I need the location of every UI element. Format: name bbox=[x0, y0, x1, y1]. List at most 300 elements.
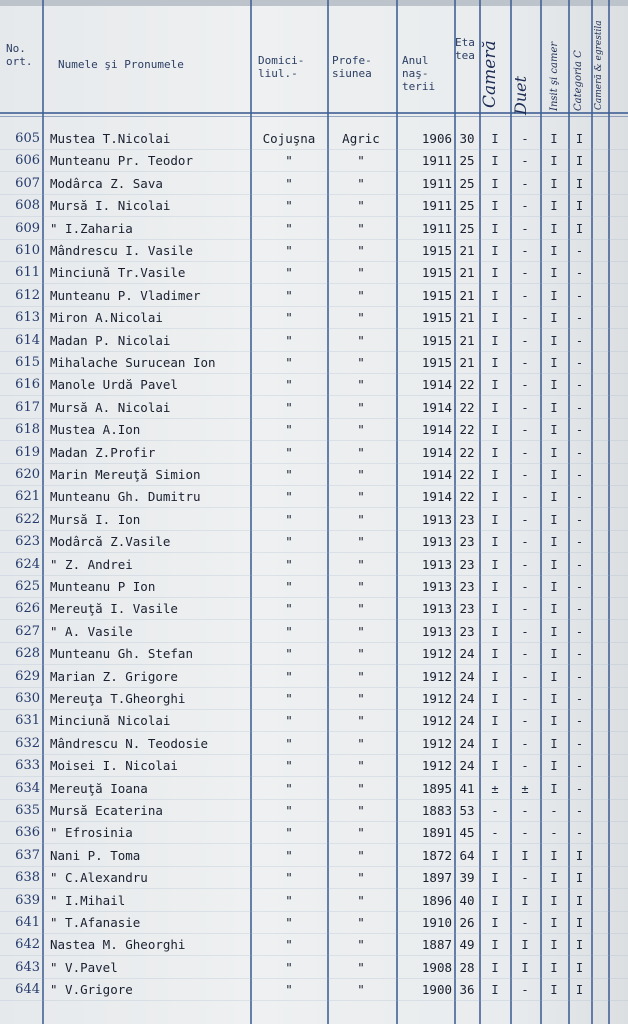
row-mark-camera: I bbox=[491, 445, 499, 460]
row-name: Mustea A.Ion bbox=[50, 422, 141, 438]
row-mark-c3: I bbox=[550, 916, 558, 930]
row-mark-c3: I bbox=[550, 356, 558, 370]
row-number: 618 bbox=[15, 422, 40, 438]
row-etatea: 22 bbox=[459, 444, 475, 460]
row-domiciliu: " bbox=[285, 534, 293, 550]
row-etatea: 25 bbox=[459, 153, 475, 169]
row-domiciliu: " bbox=[285, 556, 293, 572]
row-profesiunea: " bbox=[357, 489, 365, 505]
row-number: 632 bbox=[15, 735, 40, 751]
row-domiciliu: " bbox=[285, 198, 293, 214]
table-row bbox=[0, 934, 628, 956]
row-number: 625 bbox=[15, 579, 40, 594]
row-mark-c3: I bbox=[550, 960, 558, 975]
row-mark-duet: - bbox=[521, 714, 529, 729]
row-mark-duet: - bbox=[521, 580, 529, 594]
row-etatea: 23 bbox=[459, 511, 475, 527]
row-profesiunea: " bbox=[357, 355, 365, 370]
row-profesiunea: " bbox=[357, 646, 365, 662]
table-row bbox=[0, 890, 628, 912]
row-mark-c5 bbox=[592, 576, 608, 598]
row-mark-c3: I bbox=[550, 288, 558, 303]
row-mark-camera: I bbox=[491, 378, 499, 393]
row-mark-c4: I bbox=[575, 221, 584, 236]
row-anul: 1911 bbox=[421, 153, 452, 169]
row-number: 638 bbox=[15, 870, 40, 886]
row-mark-c5 bbox=[592, 173, 608, 195]
row-mark-camera: I bbox=[491, 512, 499, 527]
row-mark-c3: I bbox=[550, 199, 558, 214]
row-profesiunea: " bbox=[357, 467, 365, 482]
row-mark-c3: I bbox=[550, 893, 558, 908]
row-mark-c3: I bbox=[550, 378, 558, 393]
row-mark-c5 bbox=[592, 531, 608, 553]
row-domiciliu: " bbox=[285, 220, 293, 236]
row-mark-camera: I bbox=[491, 759, 499, 774]
table-row bbox=[0, 285, 628, 307]
row-etatea: 21 bbox=[459, 265, 475, 281]
row-name: " Efrosinia bbox=[50, 825, 133, 841]
row-mark-c4: - bbox=[575, 624, 584, 639]
header-camera: Cameră bbox=[480, 40, 500, 108]
row-number: 614 bbox=[15, 332, 40, 348]
row-mark-c3: I bbox=[550, 669, 558, 684]
row-mark-c4: I bbox=[575, 938, 584, 953]
row-mark-c5 bbox=[592, 912, 608, 934]
row-anul: 1913 bbox=[421, 511, 452, 527]
row-mark-c5 bbox=[592, 778, 608, 800]
row-profesiunea: Agric bbox=[342, 131, 380, 146]
table-row bbox=[0, 822, 628, 844]
row-mark-c5 bbox=[592, 352, 608, 374]
row-name: Madan Z.Profir bbox=[50, 444, 156, 460]
row-mark-c5 bbox=[592, 666, 608, 688]
row-domiciliu: Cojuşna bbox=[262, 131, 316, 146]
row-anul: 1915 bbox=[421, 287, 452, 303]
row-etatea: 36 bbox=[459, 982, 475, 998]
table-row bbox=[0, 643, 628, 665]
row-mark-camera: I bbox=[491, 736, 499, 751]
row-profesiunea: " bbox=[357, 399, 365, 415]
row-profesiunea: " bbox=[357, 825, 365, 841]
row-domiciliu: " bbox=[285, 623, 293, 639]
row-profesiunea: " bbox=[357, 332, 365, 348]
row-mark-c4: - bbox=[575, 826, 584, 841]
row-domiciliu: " bbox=[285, 892, 293, 908]
row-name: Modârcă Z.Vasile bbox=[50, 534, 171, 550]
row-domiciliu: " bbox=[285, 444, 293, 460]
row-mark-duet: - bbox=[521, 535, 529, 550]
table-row bbox=[0, 710, 628, 732]
row-mark-c5 bbox=[592, 733, 608, 755]
row-mark-camera: I bbox=[491, 871, 499, 886]
row-mark-camera: I bbox=[491, 535, 499, 550]
row-mark-duet: - bbox=[521, 199, 529, 214]
row-number: 629 bbox=[15, 668, 40, 684]
row-mark-camera: I bbox=[491, 669, 499, 684]
row-number: 636 bbox=[15, 825, 40, 841]
table-row bbox=[0, 486, 628, 508]
row-mark-duet: - bbox=[521, 378, 529, 393]
row-mark-c5 bbox=[592, 262, 608, 284]
row-mark-camera: I bbox=[491, 848, 499, 863]
row-number: 621 bbox=[15, 489, 40, 505]
row-number: 620 bbox=[15, 467, 40, 482]
row-anul: 1910 bbox=[421, 915, 452, 930]
row-domiciliu: " bbox=[285, 265, 293, 281]
row-mark-c5 bbox=[592, 397, 608, 419]
row-name: Marian Z. Grigore bbox=[50, 668, 178, 684]
row-profesiunea: " bbox=[357, 579, 365, 594]
table-row bbox=[0, 509, 628, 531]
row-anul: 1896 bbox=[421, 892, 452, 908]
row-etatea: 22 bbox=[459, 399, 475, 415]
row-mark-duet: - bbox=[521, 647, 529, 662]
table-row bbox=[0, 128, 628, 150]
row-mark-c5 bbox=[592, 867, 608, 889]
row-mark-camera: I bbox=[491, 199, 499, 214]
row-mark-c5 bbox=[592, 598, 608, 620]
table-row bbox=[0, 150, 628, 172]
row-etatea: 24 bbox=[459, 758, 475, 774]
row-mark-c5 bbox=[592, 755, 608, 777]
row-anul: 1912 bbox=[421, 691, 452, 706]
header-nume: Numele şi Pronumele bbox=[58, 58, 184, 71]
row-number: 607 bbox=[15, 175, 40, 191]
row-name: Moisei I. Nicolai bbox=[50, 758, 178, 774]
table-row bbox=[0, 800, 628, 822]
row-mark-c5 bbox=[592, 307, 608, 329]
row-domiciliu: " bbox=[285, 713, 293, 729]
row-name: Mustea T.Nicolai bbox=[50, 131, 171, 146]
row-mark-camera: I bbox=[491, 692, 499, 706]
row-mark-duet: - bbox=[521, 692, 529, 706]
row-mark-duet: - bbox=[521, 468, 529, 482]
row-number: 637 bbox=[15, 847, 40, 863]
row-etatea: 23 bbox=[459, 623, 475, 639]
table-row bbox=[0, 531, 628, 553]
row-number: 623 bbox=[15, 534, 40, 550]
row-mark-duet: I bbox=[521, 848, 529, 863]
row-domiciliu: " bbox=[285, 355, 293, 370]
row-mark-c3: I bbox=[550, 848, 558, 863]
table-row bbox=[0, 262, 628, 284]
row-mark-duet: - bbox=[521, 602, 529, 617]
row-number: 626 bbox=[15, 601, 40, 617]
row-profesiunea: " bbox=[357, 243, 365, 258]
row-mark-c4: I bbox=[575, 199, 584, 214]
row-name: " Z. Andrei bbox=[50, 556, 133, 572]
row-mark-camera: I bbox=[491, 288, 499, 303]
row-name: Mursă A. Nicolai bbox=[50, 399, 171, 415]
row-number: 609 bbox=[15, 220, 40, 236]
row-mark-camera: I bbox=[491, 893, 499, 908]
row-mark-c4: - bbox=[575, 714, 584, 729]
row-mark-camera: I bbox=[491, 311, 499, 326]
row-mark-duet: I bbox=[521, 960, 529, 975]
row-name: Marin Mereuţă Simion bbox=[50, 467, 201, 482]
row-domiciliu: " bbox=[285, 377, 293, 393]
row-profesiunea: " bbox=[357, 534, 365, 550]
row-name: " I.Mihail bbox=[50, 892, 126, 908]
row-number: 608 bbox=[15, 198, 40, 214]
row-mark-camera: I bbox=[491, 960, 499, 975]
row-mark-camera: I bbox=[491, 983, 499, 998]
row-profesiunea: " bbox=[357, 780, 365, 796]
row-mark-camera: I bbox=[491, 490, 499, 505]
row-domiciliu: " bbox=[285, 780, 293, 796]
row-mark-c5 bbox=[592, 688, 608, 710]
row-mark-c4: I bbox=[575, 132, 584, 146]
row-profesiunea: " bbox=[357, 691, 365, 706]
row-mark-c4: - bbox=[575, 244, 584, 258]
row-mark-camera: - bbox=[491, 826, 499, 841]
row-domiciliu: " bbox=[285, 959, 293, 975]
row-mark-camera: I bbox=[491, 244, 499, 258]
row-anul: 1913 bbox=[421, 601, 452, 617]
row-mark-c5 bbox=[592, 419, 608, 441]
row-anul: 1912 bbox=[421, 646, 452, 662]
table-row bbox=[0, 330, 628, 352]
row-anul: 1891 bbox=[421, 825, 452, 841]
table-row bbox=[0, 576, 628, 598]
row-name: Munteanu Pr. Teodor bbox=[50, 153, 193, 169]
row-mark-c3: I bbox=[550, 736, 558, 751]
row-etatea: 28 bbox=[459, 959, 475, 975]
row-name: Madan P. Nicolai bbox=[50, 332, 171, 348]
row-mark-c3: I bbox=[550, 938, 558, 953]
row-profesiunea: " bbox=[357, 735, 365, 751]
row-mark-c4: I bbox=[575, 176, 584, 191]
row-mark-c3: I bbox=[550, 781, 558, 796]
row-mark-camera: I bbox=[491, 602, 499, 617]
row-etatea: 21 bbox=[459, 355, 475, 370]
row-domiciliu: " bbox=[285, 803, 293, 818]
row-mark-duet: - bbox=[521, 400, 529, 415]
row-name: " V.Pavel bbox=[50, 959, 118, 975]
row-mark-duet: - bbox=[521, 490, 529, 505]
row-mark-camera: I bbox=[491, 938, 499, 953]
row-mark-duet: - bbox=[521, 244, 529, 258]
row-profesiunea: " bbox=[357, 175, 365, 191]
row-mark-camera: I bbox=[491, 221, 499, 236]
row-name: Modârca Z. Sava bbox=[50, 175, 163, 191]
row-domiciliu: " bbox=[285, 982, 293, 998]
row-mark-duet: - bbox=[521, 266, 529, 281]
row-mark-camera: I bbox=[491, 916, 499, 930]
row-anul: 1914 bbox=[421, 399, 452, 415]
row-anul: 1895 bbox=[421, 780, 452, 796]
table-row bbox=[0, 307, 628, 329]
row-mark-camera: I bbox=[491, 423, 499, 438]
row-etatea: 24 bbox=[459, 691, 475, 706]
row-domiciliu: " bbox=[285, 287, 293, 303]
row-etatea: 26 bbox=[459, 915, 475, 930]
row-mark-c4: - bbox=[575, 468, 584, 482]
row-mark-c4: - bbox=[575, 669, 584, 684]
row-number: 615 bbox=[15, 355, 40, 370]
row-name: Mereuţa T.Gheorghi bbox=[50, 691, 186, 706]
row-mark-c5 bbox=[592, 890, 608, 912]
header-domiciliu: Domici- liul.- bbox=[258, 54, 305, 80]
row-mark-c3: I bbox=[550, 714, 558, 729]
table-row bbox=[0, 845, 628, 867]
row-name: " V.Grigore bbox=[50, 982, 133, 998]
table-row bbox=[0, 912, 628, 934]
row-mark-duet: - bbox=[521, 333, 529, 348]
row-mark-c5 bbox=[592, 509, 608, 531]
row-domiciliu: " bbox=[285, 735, 293, 751]
row-domiciliu: " bbox=[285, 601, 293, 617]
row-number: 611 bbox=[15, 265, 40, 281]
row-anul: 1911 bbox=[421, 198, 452, 214]
row-mark-c3: I bbox=[550, 333, 558, 348]
row-name: Mursă Ecaterina bbox=[50, 803, 163, 818]
row-etatea: 30 bbox=[459, 131, 475, 146]
row-etatea: 53 bbox=[459, 803, 475, 818]
table-row bbox=[0, 195, 628, 217]
row-mark-c5 bbox=[592, 464, 608, 486]
row-anul: 1914 bbox=[421, 489, 452, 505]
row-number: 644 bbox=[15, 982, 40, 998]
table-row bbox=[0, 755, 628, 777]
row-number: 624 bbox=[15, 556, 40, 572]
row-mark-c4: - bbox=[575, 804, 584, 818]
row-mark-c3: I bbox=[550, 423, 558, 438]
table-row bbox=[0, 979, 628, 1001]
row-anul: 1913 bbox=[421, 579, 452, 594]
row-mark-c4: - bbox=[575, 400, 584, 415]
row-mark-c4: - bbox=[575, 557, 584, 572]
row-number: 630 bbox=[15, 691, 40, 706]
row-mark-duet: - bbox=[521, 916, 529, 930]
table-row bbox=[0, 598, 628, 620]
header-c3: Insit şi camer bbox=[549, 41, 560, 111]
row-mark-c3: I bbox=[550, 624, 558, 639]
row-profesiunea: " bbox=[357, 422, 365, 438]
row-mark-c3: I bbox=[550, 602, 558, 617]
row-mark-camera: I bbox=[491, 176, 499, 191]
row-mark-c5 bbox=[592, 486, 608, 508]
row-domiciliu: " bbox=[285, 691, 293, 706]
row-anul: 1915 bbox=[421, 265, 452, 281]
row-etatea: 49 bbox=[459, 937, 475, 953]
row-mark-c5 bbox=[592, 934, 608, 956]
table-row bbox=[0, 352, 628, 374]
row-mark-c5 bbox=[592, 374, 608, 396]
row-etatea: 24 bbox=[459, 646, 475, 662]
header-anul: Anul naş- terii bbox=[402, 54, 436, 93]
table-row bbox=[0, 867, 628, 889]
header-c5: Cameră & egrestila bbox=[594, 20, 604, 110]
table-row bbox=[0, 666, 628, 688]
row-mark-c3: I bbox=[550, 468, 558, 482]
row-etatea: 25 bbox=[459, 198, 475, 214]
row-name: Mândrescu N. Teodosie bbox=[50, 735, 209, 751]
row-domiciliu: " bbox=[285, 399, 293, 415]
row-number: 633 bbox=[15, 758, 40, 774]
row-domiciliu: " bbox=[285, 825, 293, 841]
row-mark-c5 bbox=[592, 330, 608, 352]
row-mark-camera: I bbox=[491, 647, 499, 662]
row-mark-duet: - bbox=[521, 132, 529, 146]
row-mark-c5 bbox=[592, 621, 608, 643]
row-number: 622 bbox=[15, 511, 40, 527]
row-profesiunea: " bbox=[357, 847, 365, 863]
row-mark-duet: - bbox=[521, 288, 529, 303]
header-duet: Duet bbox=[511, 75, 530, 115]
row-anul: 1897 bbox=[421, 870, 452, 886]
row-mark-c4: - bbox=[575, 647, 584, 662]
row-etatea: 23 bbox=[459, 579, 475, 594]
row-name: Mursă I. Nicolai bbox=[50, 198, 171, 214]
row-profesiunea: " bbox=[357, 556, 365, 572]
row-anul: 1914 bbox=[421, 467, 452, 482]
table-row bbox=[0, 621, 628, 643]
row-name: Minciună Tr.Vasile bbox=[50, 265, 186, 281]
row-anul: 1913 bbox=[421, 623, 452, 639]
header-etatea: Eta tea bbox=[455, 36, 475, 62]
row-number: 610 bbox=[15, 243, 40, 258]
row-mark-c4: - bbox=[575, 602, 584, 617]
page-top-edge bbox=[0, 0, 628, 6]
row-domiciliu: " bbox=[285, 847, 293, 863]
row-domiciliu: " bbox=[285, 467, 293, 482]
row-mark-duet: - bbox=[521, 423, 529, 438]
row-number: 617 bbox=[15, 399, 40, 415]
row-anul: 1912 bbox=[421, 735, 452, 751]
row-number: 628 bbox=[15, 646, 40, 662]
row-name: " T.Afanasie bbox=[50, 915, 141, 930]
row-etatea: 23 bbox=[459, 534, 475, 550]
row-anul: 1914 bbox=[421, 444, 452, 460]
row-etatea: 22 bbox=[459, 377, 475, 393]
row-anul: 1883 bbox=[421, 803, 452, 818]
header-c4: Categoria C bbox=[573, 50, 584, 111]
row-number: 613 bbox=[15, 310, 40, 326]
row-mark-camera: - bbox=[491, 804, 499, 818]
row-mark-camera: I bbox=[491, 154, 499, 169]
row-domiciliu: " bbox=[285, 310, 293, 326]
row-name: Nastea M. Gheorghi bbox=[50, 937, 186, 953]
row-mark-c3: I bbox=[550, 871, 558, 886]
row-mark-c4: - bbox=[575, 311, 584, 326]
row-profesiunea: " bbox=[357, 959, 365, 975]
row-domiciliu: " bbox=[285, 243, 293, 258]
row-etatea: 24 bbox=[459, 735, 475, 751]
row-domiciliu: " bbox=[285, 668, 293, 684]
row-profesiunea: " bbox=[357, 511, 365, 527]
row-etatea: 45 bbox=[459, 825, 475, 841]
row-mark-c4: I bbox=[575, 871, 584, 886]
row-number: 605 bbox=[15, 131, 40, 146]
row-number: 635 bbox=[15, 803, 40, 818]
row-profesiunea: " bbox=[357, 377, 365, 393]
row-mark-c4: - bbox=[575, 535, 584, 550]
row-name: " C.Alexandru bbox=[50, 870, 148, 886]
row-number: 639 bbox=[15, 892, 40, 908]
row-domiciliu: " bbox=[285, 332, 293, 348]
row-profesiunea: " bbox=[357, 915, 365, 930]
row-mark-c3: - bbox=[550, 826, 558, 841]
row-mark-c5 bbox=[592, 554, 608, 576]
row-domiciliu: " bbox=[285, 422, 293, 438]
row-mark-duet: ± bbox=[521, 781, 529, 796]
row-mark-c3: I bbox=[550, 221, 558, 236]
row-number: 642 bbox=[15, 937, 40, 953]
row-profesiunea: " bbox=[357, 623, 365, 639]
row-mark-duet: - bbox=[521, 221, 529, 236]
